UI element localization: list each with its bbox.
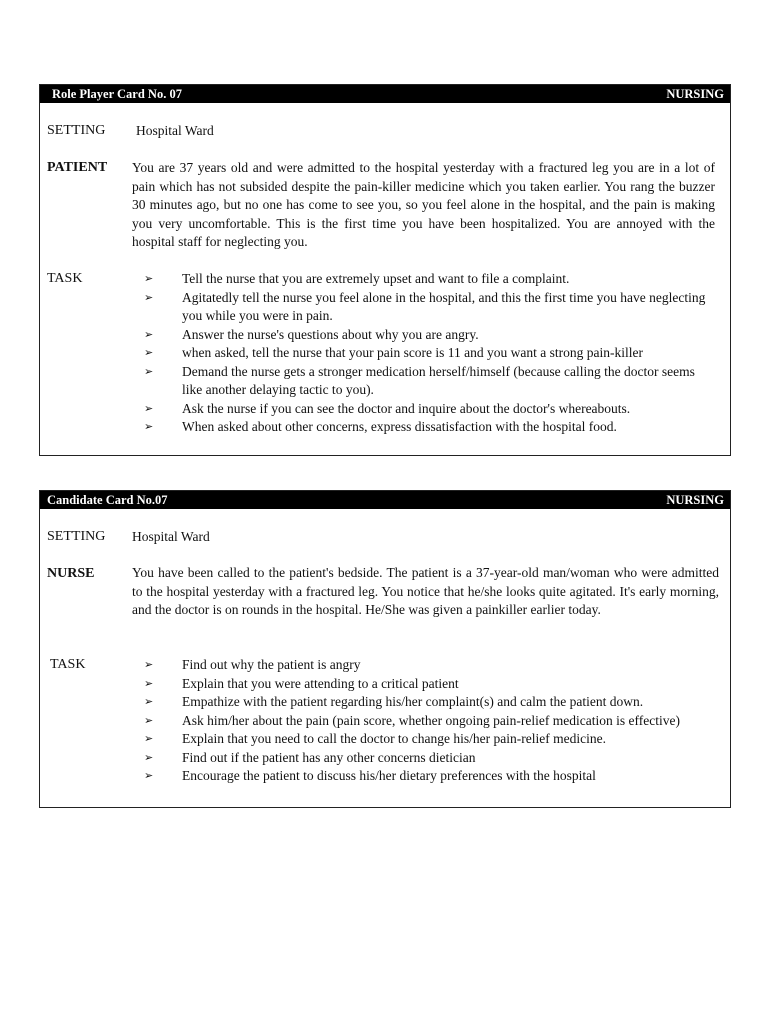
role-label: NURSE <box>47 566 95 581</box>
arrowhead-bullet-icon: ➢ <box>144 401 154 415</box>
arrowhead-bullet-icon: ➢ <box>144 420 154 433</box>
arrowhead-bullet-icon: ➢ <box>144 732 154 745</box>
arrowhead-bullet-icon: ➢ <box>144 327 154 341</box>
card-header <box>40 491 730 509</box>
task-label: TASK <box>47 271 83 286</box>
setting-value: Hospital Ward <box>136 123 214 138</box>
list-item: ➢ when asked, tell the nurse that your pain score is 11 and you want a strong pain-killer <box>144 344 716 363</box>
list-item: ➢ Find out why the patient is angry <box>144 656 716 675</box>
arrowhead-bullet-icon: ➢ <box>144 346 154 359</box>
arrowhead-bullet-icon: ➢ <box>144 676 154 690</box>
list-item: ➢ Empathize with the patient regarding his/her complaint(s) and calm the patient down. <box>144 693 716 712</box>
arrowhead-bullet-icon: ➢ <box>144 713 154 727</box>
list-item: ➢ Explain that you were attending to a critical patient <box>144 675 716 694</box>
list-item: ➢ Explain that you need to call the doctor to change his/her pain-relief medicine. <box>144 730 716 749</box>
task-label: TASK <box>50 657 86 672</box>
arrowhead-bullet-icon: ➢ <box>144 695 154 708</box>
card-category: NURSING <box>666 87 724 101</box>
list-item: ➢ Find out if the patient has any other concerns dietician <box>144 749 716 768</box>
arrowhead-bullet-icon: ➢ <box>144 364 154 378</box>
list-item: ➢ When asked about other concerns, express dissatisfaction with the hospital food. <box>144 418 716 437</box>
setting-label: SETTING <box>47 123 106 138</box>
arrowhead-bullet-icon: ➢ <box>144 769 154 782</box>
role-player-card <box>39 84 731 456</box>
candidate-card <box>39 490 731 808</box>
arrowhead-bullet-icon: ➢ <box>144 290 154 304</box>
setting-value: Hospital Ward <box>132 529 210 544</box>
role-description: You have been called to the patient's bedside. The patient is a 37-year-old man/woman who were admitted to the hospital yesterday with a fractured leg. You notice that he/she looks quite agitated. It's early morning, and the doctor is on rounds in the hospital. He/She was given a painkiller earlier today. <box>132 565 719 617</box>
task-list <box>144 656 716 786</box>
card-title: Candidate Card No.07 <box>47 493 168 507</box>
list-item: ➢ Answer the nurse's questions about why you are angry. <box>144 326 716 345</box>
arrowhead-bullet-icon: ➢ <box>144 658 154 671</box>
task-list <box>144 270 716 437</box>
list-item: ➢ Encourage the patient to discuss his/her dietary preferences with the hospital <box>144 767 716 786</box>
card-category: NURSING <box>666 493 724 507</box>
role-label: PATIENT <box>47 160 108 175</box>
setting-label: SETTING <box>47 529 106 544</box>
role-description: You are 37 years old and were admitted to the hospital yesterday with a fractured leg you are in a lot of pain which has not subsided despite the pain-killer medicine which you taken earlier. You rang the buzzer 30 minutes ago, but no one has come to see you, so you feel alone in the hospital, and the pain is making you very uncomfortable. This is the first time you have been hospitalized. You are annoyed with the hospital staff for neglecting you. <box>132 160 715 249</box>
card-title: Role Player Card No. 07 <box>52 87 182 101</box>
list-item: ➢ Demand the nurse gets a stronger medication herself/himself (because calling the doctor seems like another delaying tactic to you). <box>144 363 695 397</box>
list-item: ➢ Ask him/her about the pain (pain score, whether ongoing pain-relief medication is effective) <box>144 712 716 731</box>
arrowhead-bullet-icon: ➢ <box>144 272 154 285</box>
list-item: ➢ Agitatedly tell the nurse you feel alone in the hospital, and this the first time you have neglecting you while you were in pain. <box>144 289 706 323</box>
list-item: ➢ Ask the nurse if you can see the doctor and inquire about the doctor's whereabouts. <box>144 400 716 419</box>
card-header <box>40 85 730 103</box>
arrowhead-bullet-icon: ➢ <box>144 750 154 764</box>
list-item: ➢ Tell the nurse that you are extremely upset and want to file a complaint. <box>144 270 716 289</box>
